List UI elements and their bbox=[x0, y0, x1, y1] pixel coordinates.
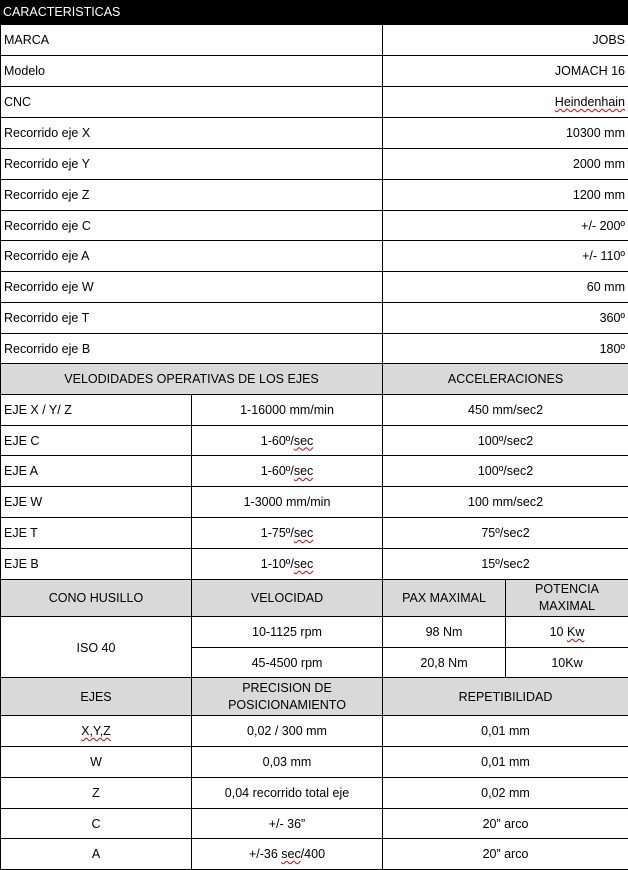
axis-label: EJE T bbox=[1, 518, 192, 549]
spindle-torque: 20,8 Nm bbox=[383, 648, 506, 679]
positioning-value: +/- 36” bbox=[192, 809, 383, 839]
axis-label: EJE X / Y/ Z bbox=[1, 395, 192, 426]
spec-row bbox=[1, 211, 628, 241]
precision-header-row bbox=[1, 678, 628, 716]
spec-label: Recorrido eje T bbox=[1, 303, 383, 334]
spec-value: 10300 mm bbox=[383, 118, 628, 149]
power-header: POTENCIA MAXIMAL bbox=[506, 580, 628, 617]
axis-speed: 1-10º/sec bbox=[192, 549, 383, 580]
repeatability-value: 0,01 mm bbox=[383, 747, 628, 778]
repeatability-value: 20” arco bbox=[383, 839, 628, 870]
precision-row bbox=[1, 747, 628, 778]
positioning-value: 0,04 recorrido total eje bbox=[192, 778, 383, 809]
speed-row bbox=[1, 518, 628, 549]
axis-label: EJE B bbox=[1, 549, 192, 580]
speeds-header-row bbox=[1, 364, 628, 395]
speed-row bbox=[1, 487, 628, 518]
speed-row bbox=[1, 426, 628, 456]
repeatability-value: 0,01 mm bbox=[383, 716, 628, 747]
spec-value: 60 mm bbox=[383, 272, 628, 303]
spec-row bbox=[1, 272, 628, 303]
axis-speed: 1-75º/sec bbox=[192, 518, 383, 549]
spec-row bbox=[1, 118, 628, 149]
speed-header: VELOCIDAD bbox=[192, 580, 383, 617]
spec-value: 1200 mm bbox=[383, 180, 628, 211]
speeds-header: VELODIDADES OPERATIVAS DE LOS EJES bbox=[1, 364, 383, 395]
repeatability-value: 0,02 mm bbox=[383, 778, 628, 809]
axis-accel: 450 mm/sec2 bbox=[383, 395, 628, 426]
spindle-power: 10Kw bbox=[506, 648, 628, 679]
spec-label: Recorrido eje C bbox=[1, 211, 383, 241]
precision-row bbox=[1, 809, 628, 839]
axis-accel: 15º/sec2 bbox=[383, 549, 628, 580]
spec-label: MARCA bbox=[1, 25, 383, 56]
spec-row bbox=[1, 241, 628, 272]
spec-row bbox=[1, 149, 628, 180]
spec-label: Recorrido eje Y bbox=[1, 149, 383, 180]
spec-value: 2000 mm bbox=[383, 149, 628, 180]
speed-row bbox=[1, 395, 628, 426]
spec-row bbox=[1, 180, 628, 211]
axis-label: W bbox=[1, 747, 192, 778]
positioning-value: +/-36 sec/400 bbox=[192, 839, 383, 870]
spec-row bbox=[1, 87, 628, 118]
axis-speed: 1-60º/sec bbox=[192, 456, 383, 487]
axis-speed: 1-16000 mm/min bbox=[192, 395, 383, 426]
spec-row bbox=[1, 334, 628, 364]
positioning-value: 0,02 / 300 mm bbox=[192, 716, 383, 747]
precision-row bbox=[1, 839, 628, 870]
spec-value: +/- 110º bbox=[383, 241, 628, 272]
spec-value: +/- 200º bbox=[383, 211, 628, 241]
axis-accel: 100 mm/sec2 bbox=[383, 487, 628, 518]
accel-header: ACCELERACIONES bbox=[383, 364, 628, 395]
torque-header: PAX MAXIMAL bbox=[383, 580, 506, 617]
spec-label: Recorrido eje B bbox=[1, 334, 383, 364]
spec-value: 180º bbox=[383, 334, 628, 364]
spec-row bbox=[1, 303, 628, 334]
spindle-speed: 10-1125 rpm bbox=[192, 617, 383, 648]
speed-row bbox=[1, 549, 628, 580]
precision-row bbox=[1, 778, 628, 809]
repeatability-header: REPETIBILIDAD bbox=[383, 678, 628, 716]
spec-row bbox=[1, 56, 628, 87]
axis-label: Z bbox=[1, 778, 192, 809]
axis-label: C bbox=[1, 809, 192, 839]
axis-accel: 75º/sec2 bbox=[383, 518, 628, 549]
spec-value: JOBS bbox=[383, 25, 628, 56]
spec-value: 360º bbox=[383, 303, 628, 334]
spindle-table bbox=[0, 579, 628, 679]
spec-value: Heindenhain bbox=[555, 95, 625, 109]
spindle-header-row bbox=[1, 580, 628, 617]
cone-header: CONO HUSILLO bbox=[1, 580, 192, 617]
spec-value: JOMACH 16 bbox=[383, 56, 628, 87]
positioning-header: PRECISION DE POSICIONAMIENTO bbox=[192, 678, 383, 716]
axis-label: A bbox=[1, 839, 192, 870]
spindle-speed: 45-4500 rpm bbox=[192, 648, 383, 679]
spec-label: Recorrido eje X bbox=[1, 118, 383, 149]
spec-label: Modelo bbox=[1, 56, 383, 87]
spec-row bbox=[1, 25, 628, 56]
positioning-value: 0,03 mm bbox=[192, 747, 383, 778]
specs-table bbox=[0, 24, 628, 364]
cone-value: ISO 40 bbox=[1, 617, 192, 679]
axis-speed: 1-60º/sec bbox=[192, 426, 383, 456]
axis-label: EJE W bbox=[1, 487, 192, 518]
spec-label: Recorrido eje Z bbox=[1, 180, 383, 211]
sheet-title: CARACTERISTICAS bbox=[0, 0, 628, 24]
speeds-table bbox=[0, 363, 628, 580]
spindle-torque: 98 Nm bbox=[383, 617, 506, 648]
precision-table bbox=[0, 677, 628, 870]
precision-row bbox=[1, 716, 628, 747]
axis-speed: 1-3000 mm/min bbox=[192, 487, 383, 518]
axis-accel: 100º/sec2 bbox=[383, 456, 628, 487]
axis-label: EJE A bbox=[1, 456, 192, 487]
axis-accel: 100º/sec2 bbox=[383, 426, 628, 456]
spindle-power: 10 Kw bbox=[506, 617, 628, 648]
spec-label: Recorrido eje W bbox=[1, 272, 383, 303]
spec-label: CNC bbox=[1, 87, 383, 118]
spindle-row bbox=[1, 617, 628, 648]
speed-row bbox=[1, 456, 628, 487]
axes-header: EJES bbox=[1, 678, 192, 716]
axis-label: EJE C bbox=[1, 426, 192, 456]
axis-label: X,Y,Z bbox=[81, 724, 111, 738]
repeatability-value: 20” arco bbox=[383, 809, 628, 839]
spec-label: Recorrido eje A bbox=[1, 241, 383, 272]
